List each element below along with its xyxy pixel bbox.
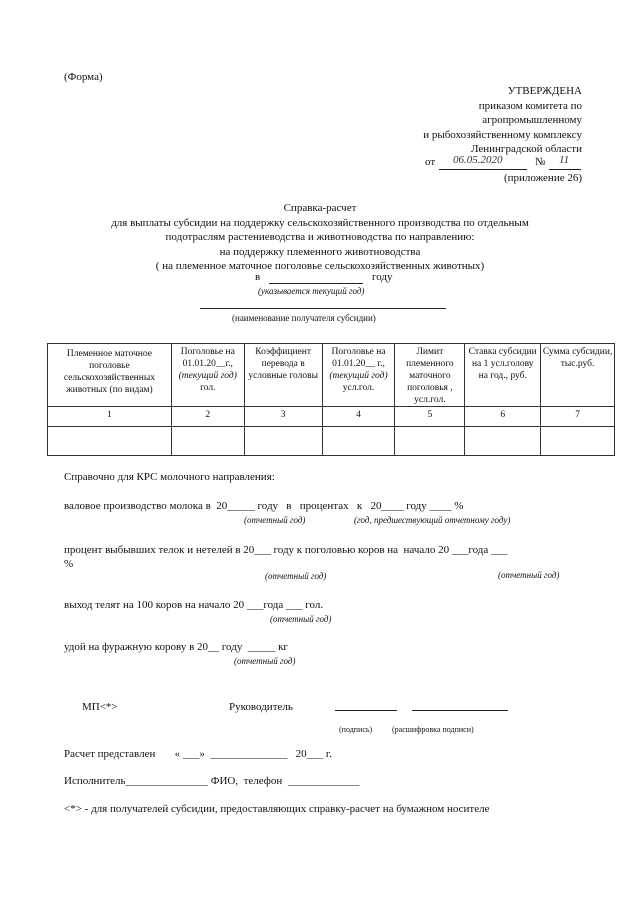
recipient-hint: (наименование получателя субсидии) (232, 313, 376, 323)
approval-title: УТВЕРЖДЕНА (507, 85, 582, 97)
header-cell: Лимит племенного маточного поголовья , усл.гол. (395, 344, 465, 407)
cull-percent-line: процент выбывших телок и нетелей в 20___ году к поголовью коров на начало 20 ___года ___ (64, 544, 508, 556)
table-cell[interactable] (322, 427, 395, 456)
table-number-row (48, 407, 615, 427)
header-cell: Поголовье на 01.01.20__г., (текущий год) гол. (171, 344, 244, 407)
approval-line: приказом комитета по (478, 99, 582, 112)
cull-hint-start-year: (отчетный год) (498, 570, 560, 580)
approval-line: и рыбохозяйственному комплексу (423, 128, 582, 141)
column-number: 5 (395, 407, 465, 427)
header-cell: Сумма субсидии, тыс.руб. (541, 344, 615, 407)
signature-hint: (подпись) (339, 725, 373, 734)
header-cell: Племенное маточное поголовье сельскохозяйственных животных (по видам) (48, 344, 172, 407)
stamp-label: МП<*> (82, 701, 118, 713)
year-prefix: в (255, 271, 261, 283)
milk-hint-reporting-year: (отчетный год) (244, 515, 306, 525)
header-cell: Поголовье на 01.01.20__ г., (текущий год) усл.гол. (322, 344, 395, 407)
form-label: (Форма) (64, 71, 103, 83)
column-number: 2 (171, 407, 244, 427)
handwritten-number: 11 (559, 154, 570, 166)
from-label: от (425, 156, 436, 168)
milk-hint-previous-year: (год, предшествующий отчетному году) (354, 515, 511, 525)
column-number: 4 (322, 407, 395, 427)
header-cell: Коэффициент перевода в условные головы (244, 344, 322, 407)
cull-percent-sign: % (64, 558, 74, 570)
table-cell[interactable] (244, 427, 322, 456)
column-number: 3 (244, 407, 322, 427)
table-header-row (48, 344, 615, 407)
heading-line: подотраслям растениеводства и животноводства по направлению: (165, 231, 475, 243)
table-cell[interactable] (48, 427, 172, 456)
cull-hint-reporting-year: (отчетный год) (265, 571, 327, 581)
milk-production-line: валовое производство молока в 20_____ году в процентах к 20____ году ____ % (64, 500, 464, 512)
table-cell[interactable] (395, 427, 465, 456)
column-number: 1 (48, 407, 172, 427)
approval-block (380, 84, 582, 157)
header-cell: Ставка субсидии на 1 усл.голову на год., руб. (465, 344, 541, 407)
approval-line: агропромышленному (482, 114, 582, 126)
approval-date-row (425, 156, 585, 172)
yield-hint: (отчетный год) (234, 656, 296, 666)
document-heading (40, 201, 600, 274)
head-signature-line[interactable] (335, 710, 397, 711)
approval-line: Ленинградской области (471, 143, 582, 155)
milk-yield-line: удой на фуражную корову в 20__ году _____ кг (64, 641, 288, 653)
table-data-row (48, 427, 615, 456)
heading-title: Справка-расчет (283, 202, 357, 214)
footnote: <*> - для получателей субсидии, предоставляющих справку-расчет на бумажном носителе (64, 803, 490, 815)
heading-line: для выплаты субсидии на поддержку сельскохозяйственного производства по отдельным (111, 216, 529, 229)
heading-line: ( на племенное маточное поголовье сельскохозяйственных животных) (155, 260, 485, 272)
table-cell[interactable] (541, 427, 615, 456)
head-label: Руководитель (229, 701, 293, 713)
year-suffix: году (372, 271, 393, 283)
submitted-line: Расчет представлен « ___» ______________ 20___ г. (64, 748, 332, 760)
year-hint: (указывается текущий год) (258, 286, 365, 296)
head-name-line[interactable] (412, 710, 508, 711)
subsidy-table (47, 343, 615, 456)
handwritten-date: 06.05.2020 (453, 154, 503, 166)
number-label: № (535, 156, 546, 168)
calves-output-line: выход телят на 100 коров на начало 20 ___года ___ гол. (64, 599, 324, 611)
executor-line: Исполнитель_______________ ФИО, телефон _____________ (64, 775, 360, 787)
table-cell[interactable] (465, 427, 541, 456)
year-row (255, 271, 415, 283)
recipient-name-line[interactable] (200, 308, 446, 309)
decode-hint: (расшифровка подписи) (392, 725, 474, 734)
column-number: 7 (541, 407, 615, 427)
heading-line: на поддержку племенного животноводства (219, 245, 421, 258)
table-cell[interactable] (171, 427, 244, 456)
krs-title: Справочно для КРС молочного направления: (64, 471, 275, 483)
appendix-label: (приложение 26) (503, 172, 582, 184)
column-number: 6 (465, 407, 541, 427)
calves-hint: (отчетный год) (270, 614, 332, 624)
